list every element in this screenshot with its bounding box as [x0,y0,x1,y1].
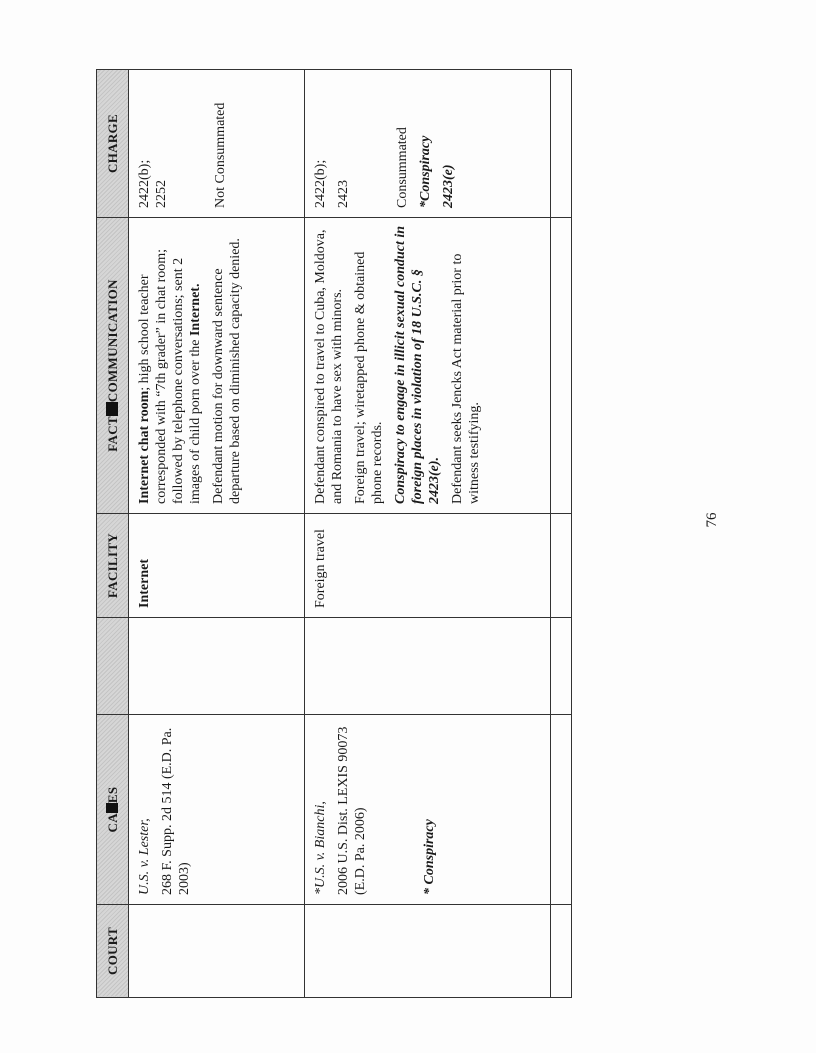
case-table [96,69,572,998]
facility-cell [305,514,551,618]
facts-cell [305,218,551,514]
facts-conspiracy: Conspiracy to engage in illicit sexual conduct in foreign places in violation of 18 U.S.C. § 2423(e). [393,225,442,504]
facts-text: Foreign travel; wiretapped phone & obtained phone records. [353,251,385,504]
table-row [129,70,305,998]
charge-note: 2423(e) [441,164,456,208]
page-number: 76 [704,512,720,528]
facility-value: Foreign travel [313,529,328,608]
case-note: * Conspiracy [422,819,437,895]
rotated-table-container [96,70,572,998]
facts-text: Defendant motion for downward sentence departure based on diminished capacity denied. [211,238,244,504]
header-charge: CHARGE [97,70,129,218]
court-cell [129,905,305,998]
header-cases: CAES [97,715,129,905]
header-court: COURT [97,905,129,998]
case-cell [129,715,305,905]
charge-cell [129,70,305,218]
charge-line: 2423 [336,180,351,208]
court-cell [305,905,551,998]
facts-text: ; high school teacher corresponded with “7th grader” in chat room; followed by telephone conversations; sent 2 images of child porn over the [137,248,204,504]
empty-row [551,70,572,998]
case-citation: 268 F. Supp. 2d 514 (E.D. Pa. 2003) [160,727,193,895]
table-row [305,70,551,998]
facts-cell [129,218,305,514]
blank-cell [305,618,551,715]
header-row [97,70,129,998]
charge-note: *Conspiracy [418,135,433,208]
charge-line: 2252 [154,180,170,208]
header-facts: FACTCOMMUNICATION [97,218,129,514]
charge-status: Not Consummated [213,102,229,208]
facility-value: Internet [137,559,153,608]
case-cell [305,715,551,905]
charge-line: 2422(b); [137,159,153,208]
facts-bold-end: Internet. [188,283,204,337]
facility-cell [129,514,305,618]
charge-status: Consummated [395,127,410,208]
charge-line: 2422(b); [313,159,328,208]
case-citation: 2006 U.S. Dist. LEXIS 90073 (E.D. Pa. 2006) [336,726,368,895]
blank-cell [129,618,305,715]
case-name: U.S. v. Lester, [137,818,153,895]
facts-text: Defendant conspired to travel to Cuba, Moldova, and Romania to have sex with minors. [313,229,345,504]
header-facility: FACILITY [97,514,129,618]
facts-lead: Internet chat room [137,390,153,504]
header-blank [97,618,129,715]
facts-text: Defendant seeks Jencks Act material prior to witness testifying. [450,253,482,504]
charge-cell [305,70,551,218]
case-name: *U.S. v. Bianchi, [313,801,328,895]
